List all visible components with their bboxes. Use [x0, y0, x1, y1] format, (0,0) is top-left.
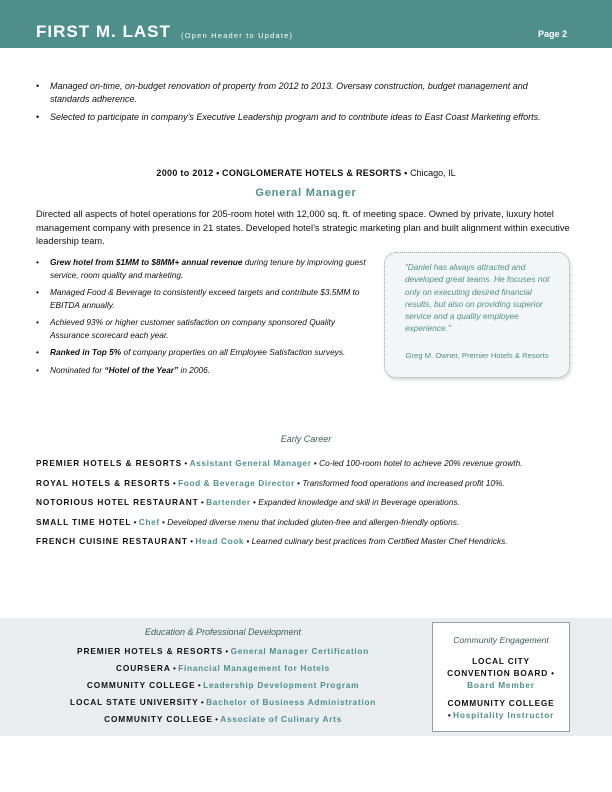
role-title: Bartender: [206, 497, 251, 508]
bullet-text: Achieved 93% or higher customer satisfaction on company sponsored Quality Assurance scorecard each year.: [50, 317, 336, 340]
community-org-2: COMMUNITY COLLEGE: [447, 698, 555, 708]
page-number: Page 2: [537, 29, 567, 39]
job-location: Chicago, IL: [410, 168, 456, 178]
community-engagement-box: [432, 622, 570, 732]
community-role: Board Member: [467, 680, 535, 690]
role-title: Head Cook: [195, 536, 245, 547]
list-item: COMMUNITY COLLEGE • Leadership Development Program: [86, 680, 360, 690]
job-achievements: [50, 256, 370, 381]
institution-name: COURSERA: [116, 663, 171, 673]
bullet-bold-text: Grew hotel from $1MM to $8MM+ annual revenue: [50, 257, 243, 267]
community-org-line-2: CONVENTION BOARD •: [447, 668, 555, 678]
list-item: PREMIER HOTELS & RESORTS • Assistant General Manager • Co-led 100-room hotel to achieve 20% revenue growth.: [36, 458, 523, 468]
job-title: General Manager: [255, 187, 357, 199]
header-name: FIRST M. LAST: [36, 22, 171, 41]
testimonial-quote: “Daniel has always attracted and developed great teams. He focuses not only on executing desired financial results, but also on providing superior service and a quality employee experience.”: [405, 262, 550, 334]
testimonial-box: [384, 252, 570, 378]
job-summary: Directed all aspects of hotel operations for 205-room hotel with 12,000 sq. ft. of meeting space. Owned by private, luxury hotel management company with presence in 21 states. Developed hotel’s strategic marketing plan and built alignment within executive leadership team.: [36, 209, 570, 246]
bullet-text: Managed Food & Beverage to consistently exceed targets and contribute $3.5MM to EBITDA annually.: [50, 287, 360, 310]
community-heading: Community Engagement: [453, 635, 549, 645]
program-name: Associate of Culinary Arts: [220, 714, 342, 724]
bullet-text: in 2006.: [178, 364, 211, 375]
page-header: [0, 0, 612, 48]
list-item: FRENCH CUISINE RESTAURANT • Head Cook • Learned culinary best practices from Certified Master Chef Hendricks.: [36, 536, 508, 547]
role-description: Co-led 100-room hotel to achieve 20% revenue growth.: [319, 458, 523, 468]
list-item: [50, 346, 370, 359]
list-item: [50, 364, 370, 377]
job-heading-line: [0, 168, 612, 178]
header-subtitle: (Open Header to Update): [181, 31, 294, 40]
program-name: General Manager Certification: [230, 646, 369, 656]
bullet-text: Nominated for: [50, 364, 105, 375]
list-item: • Managed on-time, on-budget renovation of property from 2012 to 2013. Oversaw construction, budget management and standards adherence.: [50, 80, 560, 106]
community-role-2: Hospitality Instructor: [453, 710, 555, 720]
role-description: Developed diverse menu that included gluten-free and allergen-friendly options.: [167, 516, 460, 527]
bullet-text: of company properties on all Employee Satisfaction surveys.: [121, 347, 346, 357]
list-item: ROYAL HOTELS & RESORTS • Food & Beverage Director • Transformed food operations and increased profit 10%.: [36, 477, 505, 488]
job-company: CONGLOMERATE HOTELS & RESORTS: [222, 168, 402, 178]
previous-role-bullets: [50, 80, 560, 129]
community-org-line-1: LOCAL CITY: [472, 656, 530, 666]
company-name: SMALL TIME HOTEL: [36, 516, 132, 527]
institution-name: LOCAL STATE UNIVERSITY: [70, 697, 199, 707]
list-item: NOTORIOUS HOTEL RESTAURANT • Bartender • Expanded knowledge and skill in Beverage operations.: [36, 497, 460, 508]
list-item: [50, 256, 370, 281]
separator: •: [216, 168, 220, 178]
bullet-text: during tenure by improving guest service, room quality and marketing.: [50, 257, 366, 280]
list-item: PREMIER HOTELS & RESORTS • General Manager Certification: [77, 646, 369, 656]
separator: •: [404, 168, 408, 178]
community-role-line: • Hospitality Instructor: [447, 710, 555, 720]
early-career-list: [36, 454, 596, 552]
institution-name: PREMIER HOTELS & RESORTS: [77, 646, 224, 656]
company-name: PREMIER HOTELS & RESORTS: [36, 458, 183, 468]
list-item: COMMUNITY COLLEGE • Associate of Culinary Arts: [104, 714, 342, 724]
role-title: Assistant General Manager: [189, 458, 312, 468]
list-item: [50, 286, 370, 311]
job-dates: 2000 to 2012: [156, 168, 214, 178]
program-name: Bachelor of Business Administration: [206, 697, 376, 707]
testimonial-author: Greg M. Owner, Premier Hotels & Resorts: [405, 351, 549, 360]
role-title: Food & Beverage Director: [178, 477, 295, 488]
list-item: SMALL TIME HOTEL • Chef • Developed diverse menu that included gluten-free and allergen-friendly options.: [36, 516, 460, 527]
role-description: Learned culinary best practices from Certified Master Chef Hendricks.: [251, 536, 508, 547]
role-title: Chef: [138, 516, 160, 527]
institution-name: COMMUNITY COLLEGE: [86, 680, 196, 690]
company-name: FRENCH CUISINE RESTAURANT: [36, 536, 188, 547]
list-item: LOCAL STATE UNIVERSITY • Bachelor of Business Administration: [70, 697, 376, 707]
role-description: Expanded knowledge and skill in Beverage operations.: [258, 497, 460, 508]
list-item: • Selected to participate in company’s Executive Leadership program and to contribute ideas to East Coast Marketing efforts.: [50, 111, 560, 124]
education-heading: Education & Professional Development: [144, 627, 302, 637]
education-list: [0, 643, 446, 728]
institution-name: COMMUNITY COLLEGE: [104, 714, 213, 724]
company-name: ROYAL HOTELS & RESORTS: [36, 477, 171, 488]
list-item: COURSERA • Financial Management for Hotels: [116, 663, 330, 673]
company-name: NOTORIOUS HOTEL RESTAURANT: [36, 497, 199, 508]
role-description: Transformed food operations and increased profit 10%.: [302, 477, 505, 488]
program-name: Financial Management for Hotels: [178, 663, 330, 673]
bullet-bold-text: Ranked in Top 5%: [50, 347, 122, 357]
program-name: Leadership Development Program: [203, 680, 360, 690]
early-career-heading: Early Career: [280, 434, 332, 444]
bullet-bold-text: “Hotel of the Year”: [104, 364, 179, 375]
list-item: [50, 316, 370, 341]
